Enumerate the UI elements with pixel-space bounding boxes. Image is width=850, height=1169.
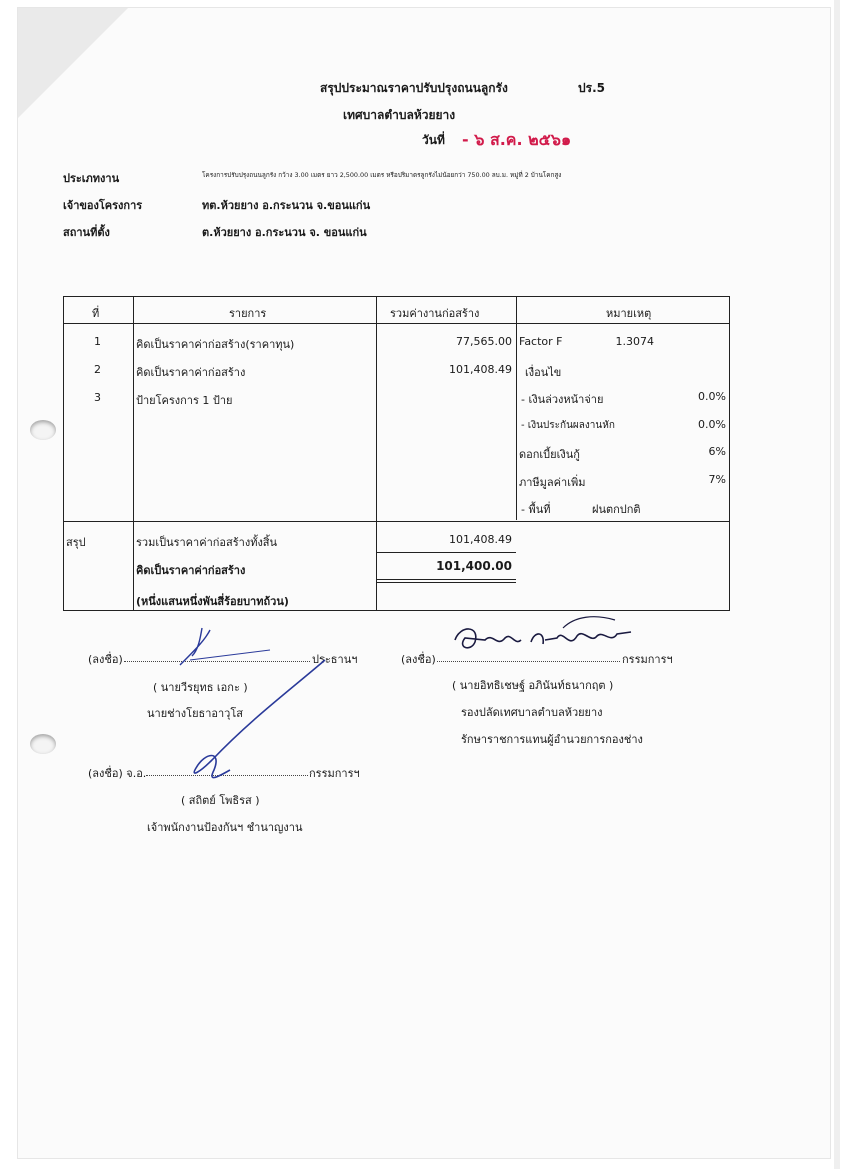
advance-value: 0.0% bbox=[698, 390, 726, 403]
document-title: สรุปประมาณราคาปรับปรุงถนนลูกรัง bbox=[320, 81, 508, 95]
date-stamp: - ๖ ส.ค. ๒๕๖๑ bbox=[462, 130, 572, 149]
page-edge bbox=[834, 0, 840, 1169]
form-code: ปร.5 bbox=[578, 81, 605, 95]
committee-name: ( นายอิทธิเชษฐ์ อภินันท์ธนากฤต ) bbox=[452, 679, 614, 692]
final-label: คิดเป็นราคาค่าก่อสร้าง bbox=[136, 564, 246, 577]
amount-in-words: (หนึ่งแสนหนึ่งพันสี่ร้อยบาทถ้วน) bbox=[136, 595, 289, 608]
row-item: คิดเป็นราคาค่าก่อสร้าง(ราคาทุน) bbox=[136, 338, 295, 351]
chair-role: ประธานฯ bbox=[312, 653, 358, 666]
info-label: เจ้าของโครงการ bbox=[63, 199, 143, 212]
info-value: โครงการปรับปรุงถนนลูกรัง กว้าง 3.00 เมตร ยาว 2,500.00 เมตร หรือปริมาตรลูกรังไม่น้อยกว่า 750.00 ลบ.ม. หมู่ที่ 2 บ้านโคกสูง bbox=[202, 171, 562, 179]
vat-value: 7% bbox=[708, 473, 726, 486]
advance-label: - เงินล่วงหน้าจ่าย bbox=[521, 393, 604, 406]
signature-line bbox=[437, 661, 620, 662]
final-value: 101,400.00 bbox=[436, 559, 512, 573]
info-label: ประเภทงาน bbox=[63, 172, 120, 185]
row-amount: 101,408.49 bbox=[449, 363, 512, 376]
total-value: 101,408.49 bbox=[449, 533, 512, 546]
member-name: ( สถิตย์ โพธิรส ) bbox=[181, 794, 260, 807]
info-value: ทต.ห้วยยาง อ.กระนวน จ.ขอนแก่น bbox=[202, 199, 371, 212]
info-value: ต.ห้วยยาง อ.กระนวน จ. ขอนแก่น bbox=[202, 226, 367, 239]
vat-label: ภาษีมูลค่าเพิ่ม bbox=[519, 476, 586, 489]
member-sign-prefix: (ลงชื่อ) จ.อ. bbox=[88, 767, 147, 780]
committee-role: กรรมการฯ bbox=[622, 653, 673, 666]
factor-value: 1.3074 bbox=[615, 335, 654, 348]
chair-name: ( นายวีรยุทธ เอกะ ) bbox=[153, 681, 248, 694]
row-amount: 77,565.00 bbox=[456, 335, 512, 348]
guarantee-label: - เงินประกันผลงานหัก bbox=[521, 420, 615, 431]
member-position: เจ้าพนักงานป้องกันฯ ชำนาญงาน bbox=[147, 821, 303, 834]
sign-prefix: (ลงชื่อ) bbox=[88, 653, 123, 666]
punch-hole bbox=[30, 734, 56, 754]
committee-position: รักษาราชการแทนผู้อำนวยการกองช่าง bbox=[461, 733, 643, 746]
handwritten-signature bbox=[150, 620, 350, 790]
handwritten-signature bbox=[445, 610, 645, 660]
total-label: รวมเป็นราคาค่าก่อสร้างทั้งสิ้น bbox=[136, 536, 278, 549]
info-label: สถานที่ตั้ง bbox=[63, 226, 110, 239]
row-number: 3 bbox=[94, 391, 101, 404]
column-header: ที่ bbox=[92, 307, 100, 320]
chair-position: นายช่างโยธาอาวุโส bbox=[147, 707, 243, 720]
column-header: รวมค่างานก่อสร้าง bbox=[390, 307, 480, 320]
date-label: วันที่ bbox=[422, 133, 445, 147]
cost-summary-table bbox=[63, 296, 730, 611]
summary-label: สรุป bbox=[66, 536, 86, 549]
guarantee-value: 0.0% bbox=[698, 418, 726, 431]
row-number: 1 bbox=[94, 335, 101, 348]
sign-prefix: (ลงชื่อ) bbox=[401, 653, 436, 666]
interest-label: ดอกเบี้ยเงินกู้ bbox=[519, 448, 580, 461]
committee-position: รองปลัดเทศบาลตำบลห้วยยาง bbox=[461, 706, 603, 719]
row-number: 2 bbox=[94, 363, 101, 376]
conditions-label: เงื่อนไข bbox=[525, 366, 562, 379]
row-item: ป้ายโครงการ 1 ป้าย bbox=[136, 394, 233, 407]
factor-label: Factor F bbox=[519, 335, 563, 348]
area-label: - พื้นที่ bbox=[521, 503, 551, 516]
folded-corner bbox=[18, 8, 128, 118]
member-role: กรรมการฯ bbox=[309, 767, 360, 780]
organization-name: เทศบาลตำบลห้วยยาง bbox=[343, 108, 456, 122]
row-item: คิดเป็นราคาค่าก่อสร้าง bbox=[136, 366, 246, 379]
punch-hole bbox=[30, 420, 56, 440]
area-value: ฝนตกปกติ bbox=[592, 503, 641, 516]
column-header: รายการ bbox=[229, 307, 267, 320]
column-header: หมายเหตุ bbox=[606, 307, 652, 320]
interest-value: 6% bbox=[708, 445, 726, 458]
